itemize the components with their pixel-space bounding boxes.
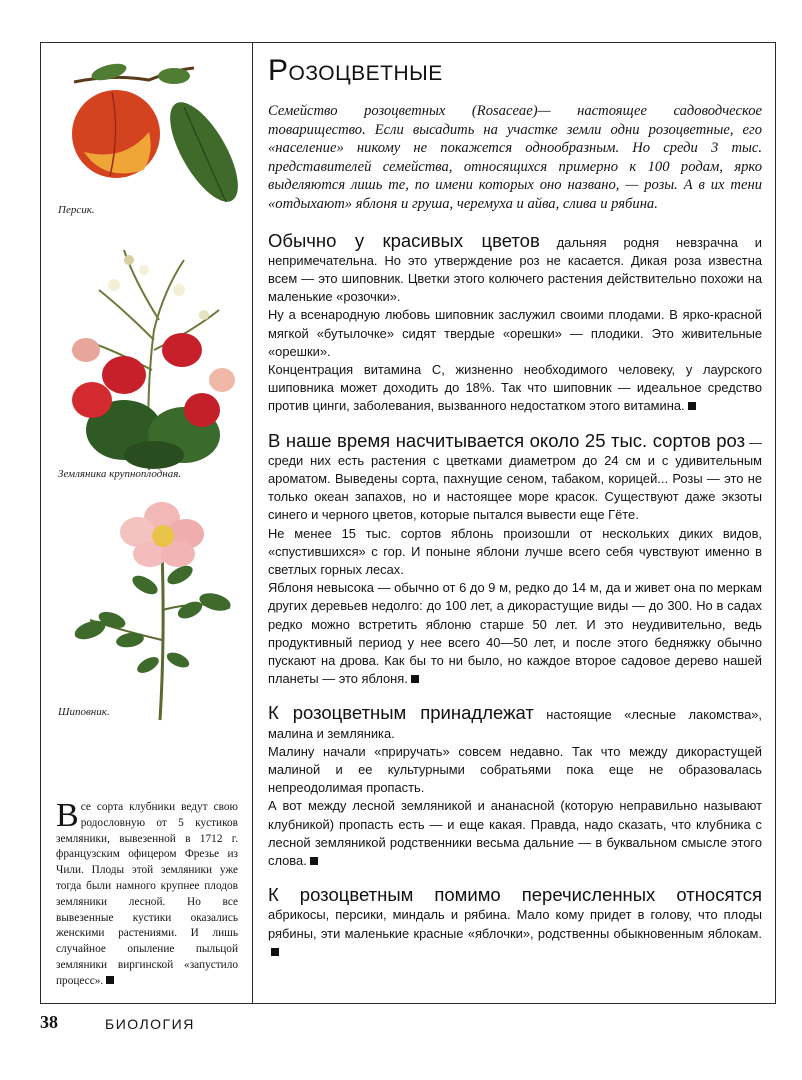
- section-2-lead: В наше время насчитывается около 25 тыс. сортов роз: [268, 429, 746, 451]
- section-1-para-1: Обычно у красивых цветов дальняя родня невзрачна и непримечательна. Но это утверждение роз не касается. Дикая роза известна всем — это шиповник. Цветки этого колючего растения действительно похожи на маленькие «розочки».: [268, 229, 763, 305]
- peach-leaf: [157, 93, 244, 212]
- peach-leaf-small: [158, 68, 190, 84]
- strawberry-berry-4: [184, 393, 220, 427]
- section-4-para-1: К розоцветным помимо перечисленных относятся абрикосы, персики, миндаль и рябина. Мало кому придет в голову, что плоды рябины, эти маленькие красные «яблочки», родственны обыкновенным яблокам.: [268, 886, 762, 961]
- sidebar-note: [56, 797, 238, 990]
- page-title: Розоцветные: [268, 54, 443, 87]
- strawberry-berry-6: [209, 368, 235, 392]
- section-3-para-1: К розоцветным принадлежат настоящие «лесные лакомства», малина и земляника.: [268, 702, 762, 741]
- section-other-members: [268, 886, 762, 961]
- section-forest-treats: [268, 704, 762, 870]
- section-2-para-3: Яблоня невысока — обычно от 6 до 9 м, редко до 14 м, да и живет она по меркам других деревьев недолго: до 100 лет, а дикорастущие виды — до 300. Но в садах редко можно встретить яблоню старше 50 лет. И это неудивительно, ведь продуктивный период у нее всего 40—50 лет, и после этого бедняжку обычно пускают на дрова. Как бы то ни было, но каждое второе садовое дерево нашей планеты — это яблоня.: [268, 580, 762, 687]
- strawberry-caption: Земляника крупноплодная.: [58, 468, 182, 480]
- rose-leaves: [72, 562, 232, 676]
- end-mark-icon: [271, 948, 279, 956]
- strawberry-illustration: [54, 230, 244, 470]
- section-3-lead: К розоцветным принадлежат: [268, 702, 534, 724]
- peach-illustration: [54, 52, 244, 212]
- column-divider: [252, 42, 253, 1004]
- page-number: 38: [40, 1012, 58, 1032]
- rose-flower: [120, 502, 204, 567]
- intro-paragraph: Семейство розоцветных (Rosaceae)— настоящее садоводческое товарищество. Если высадить на участке земли одни розоцветные, его «население» никому не покажется однообразным. Но среди 3 тыс. представителей семейства, относящихся примерно к 100 родам, ярко выделяются лишь те, по имени которых оно названо, — розы. А в их тени «отдыхают» яблоня и груша, черемуха и айва, слива и рябина.: [268, 103, 762, 212]
- strawberry-leaf-3: [124, 441, 184, 469]
- section-1-para-3: Концентрация витамина С, жизненно необходимого человеку, у лаурского шиповника может доходить до 18%. Так что шиповник — идеальное средство против цинги, заболевания, вызванного недостатком этого витамина.: [268, 361, 762, 414]
- strawberry-berry-5: [72, 338, 100, 362]
- rosehip-caption: Шиповник.: [58, 706, 110, 718]
- left-column: [40, 42, 252, 1004]
- end-mark-icon: [411, 675, 419, 683]
- section-rose-varieties: [268, 429, 762, 689]
- main-column: [268, 48, 762, 977]
- sidebar-text: се сорта клубники ведут свою родословную от 5 кустиков земляники, вывезенной в 1712 г. французским офицером Фрезье из Чили. Плоды этой земляники уже тогда были намного крупнее плодов земляники лесной. Но все вывезенные кустики оказались женскими растениями. И лишь случайное опыление пыльцой земляники виргинской «запустило процесс».: [56, 801, 238, 987]
- section-1-para-2: Ну а всенародную любовь шиповник заслужил своими плодами. В ярко-красной мягкой «бутылочке» сидят твердые «орешки» — плодики. Это живительные «орешки».: [268, 307, 762, 359]
- section-2-para-2: Не менее 15 тыс. сортов яблонь произошли от нескольких диких видов, «спустившихся» с гор. И поныне яблони лучше всего себя чувствуют именно в светлых горных лесах.: [268, 525, 762, 578]
- rosehip-illustration: [50, 490, 250, 730]
- peach-caption: Персик.: [58, 204, 95, 216]
- footer-section-label: БИОЛОГИЯ: [105, 1016, 195, 1032]
- section-wild-rose: [268, 229, 763, 416]
- section-2-para-1: В наше время насчитывается около 25 тыс. сортов роз — среди них есть растения с цветками диаметром до 24 см и с удивительным ароматом. Выведены сорта, пахнущие сеном, табаком, корицей... Розы — это не только океан запахов, но и настоящее море красок. Существуют даже экзоты синего и черного цветов, которые пытался вывести еще Гёте.: [268, 429, 762, 523]
- section-3-para-3: А вот между лесной земляникой и ананасной (которую неправильно называют клубникой) пропасть есть — и еще какая. Правда, надо сказать, что клубника с лесной земляникой родственники весьма дальние — в буквальном смысле этого слова.: [268, 798, 762, 869]
- section-1-lead: Обычно у красивых цветов: [268, 229, 540, 251]
- section-3-para-2: Малину начали «приручать» совсем недавно. Так что между дикорастущей малиной и ее культурными собратьями пока еще не образовалась непреодолимая пропасть.: [268, 743, 762, 796]
- section-4-lead: К розоцветным помимо перечисленных относятся: [268, 884, 762, 906]
- end-mark-icon: [310, 857, 318, 865]
- strawberry-berry-3: [72, 382, 112, 418]
- end-mark-icon: [688, 402, 696, 410]
- end-mark-icon: [106, 976, 114, 984]
- strawberry-berry-2: [102, 356, 146, 394]
- strawberry-berry-1: [162, 333, 202, 367]
- sidebar-dropcap: В: [56, 797, 79, 834]
